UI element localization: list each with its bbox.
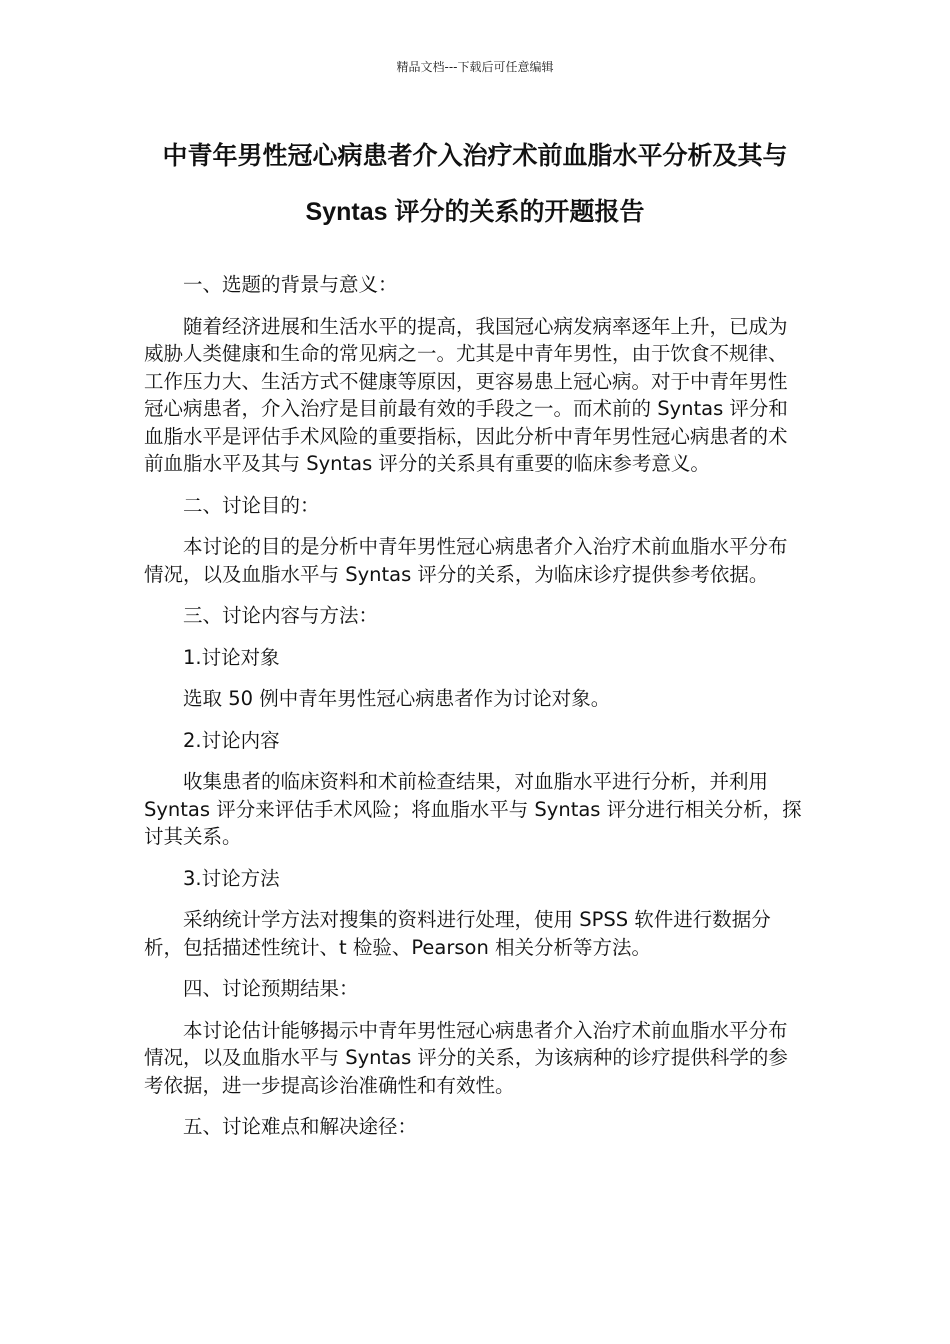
header-note: 精品文档---下载后可任意编辑: [396, 60, 554, 74]
section-heading-background: 一、选题的背景与意义：: [183, 273, 398, 296]
subheading-content: 2.讨论内容: [183, 728, 280, 752]
paragraph-background: 随着经济进展和生活水平的提高，我国冠心病发病率逐年上升，已成为威胁人类健康和生命的常见病之一。尤其是中青年男性，由于饮食不规律、工作压力大、生活方式不健康等原因，更容易患上冠心病。对于中青年男性冠心病患者，介入治疗是目前最有效的手段之一。而术前的 Syntas 评分和血脂水平是评估手术风险的重要指标，因此分析中青年男性冠心病患者的术前血脂水平及其与 Syntas 评分的关系具有重要的临床参考意义。: [144, 314, 788, 475]
section-heading-expected-results: 四、讨论预期结果：: [183, 977, 359, 1000]
section-heading-purpose: 二、讨论目的：: [183, 493, 320, 517]
document-title: 中青年男性冠心病患者介入治疗术前血脂水平分析及其与 Syntas 评分的关系的开题报告: [162, 142, 788, 226]
subheading-subjects: 1.讨论对象: [183, 645, 280, 669]
section-heading-difficulties: 五、讨论难点和解决途径：: [183, 1115, 418, 1138]
document-body: [144, 271, 806, 1155]
subheading-methods: 3.讨论方法: [183, 866, 280, 890]
paragraph-methods: 采纳统计学方法对搜集的资料进行处理，使用 SPSS 软件进行数据分析，包括描述性统计、t 检验、Pearson 相关分析等方法。: [144, 908, 771, 959]
paragraph-content: 收集患者的临床资料和术前检查结果，对血脂水平进行分析，并利用 Syntas 评分来评估手术风险；将血脂水平与 Syntas 评分进行相关分析，探讨其关系。: [144, 770, 802, 848]
paragraph-expected-results: 本讨论估计能够揭示中青年男性冠心病患者介入治疗术前血脂水平分布情况，以及血脂水平与 Syntas 评分的关系，为该病种的诊疗提供科学的参考依据，进一步提高诊治准确性和有效性。: [144, 1018, 788, 1097]
section-heading-content-methods: 三、讨论内容与方法：: [183, 604, 379, 627]
paragraph-subjects: 选取 50 例中青年男性冠心病患者作为讨论对象。: [183, 687, 611, 710]
paragraph-purpose: 本讨论的目的是分析中青年男性冠心病患者介入治疗术前血脂水平分布情况，以及血脂水平与 Syntas 评分的关系，为临床诊疗提供参考依据。: [144, 535, 788, 586]
